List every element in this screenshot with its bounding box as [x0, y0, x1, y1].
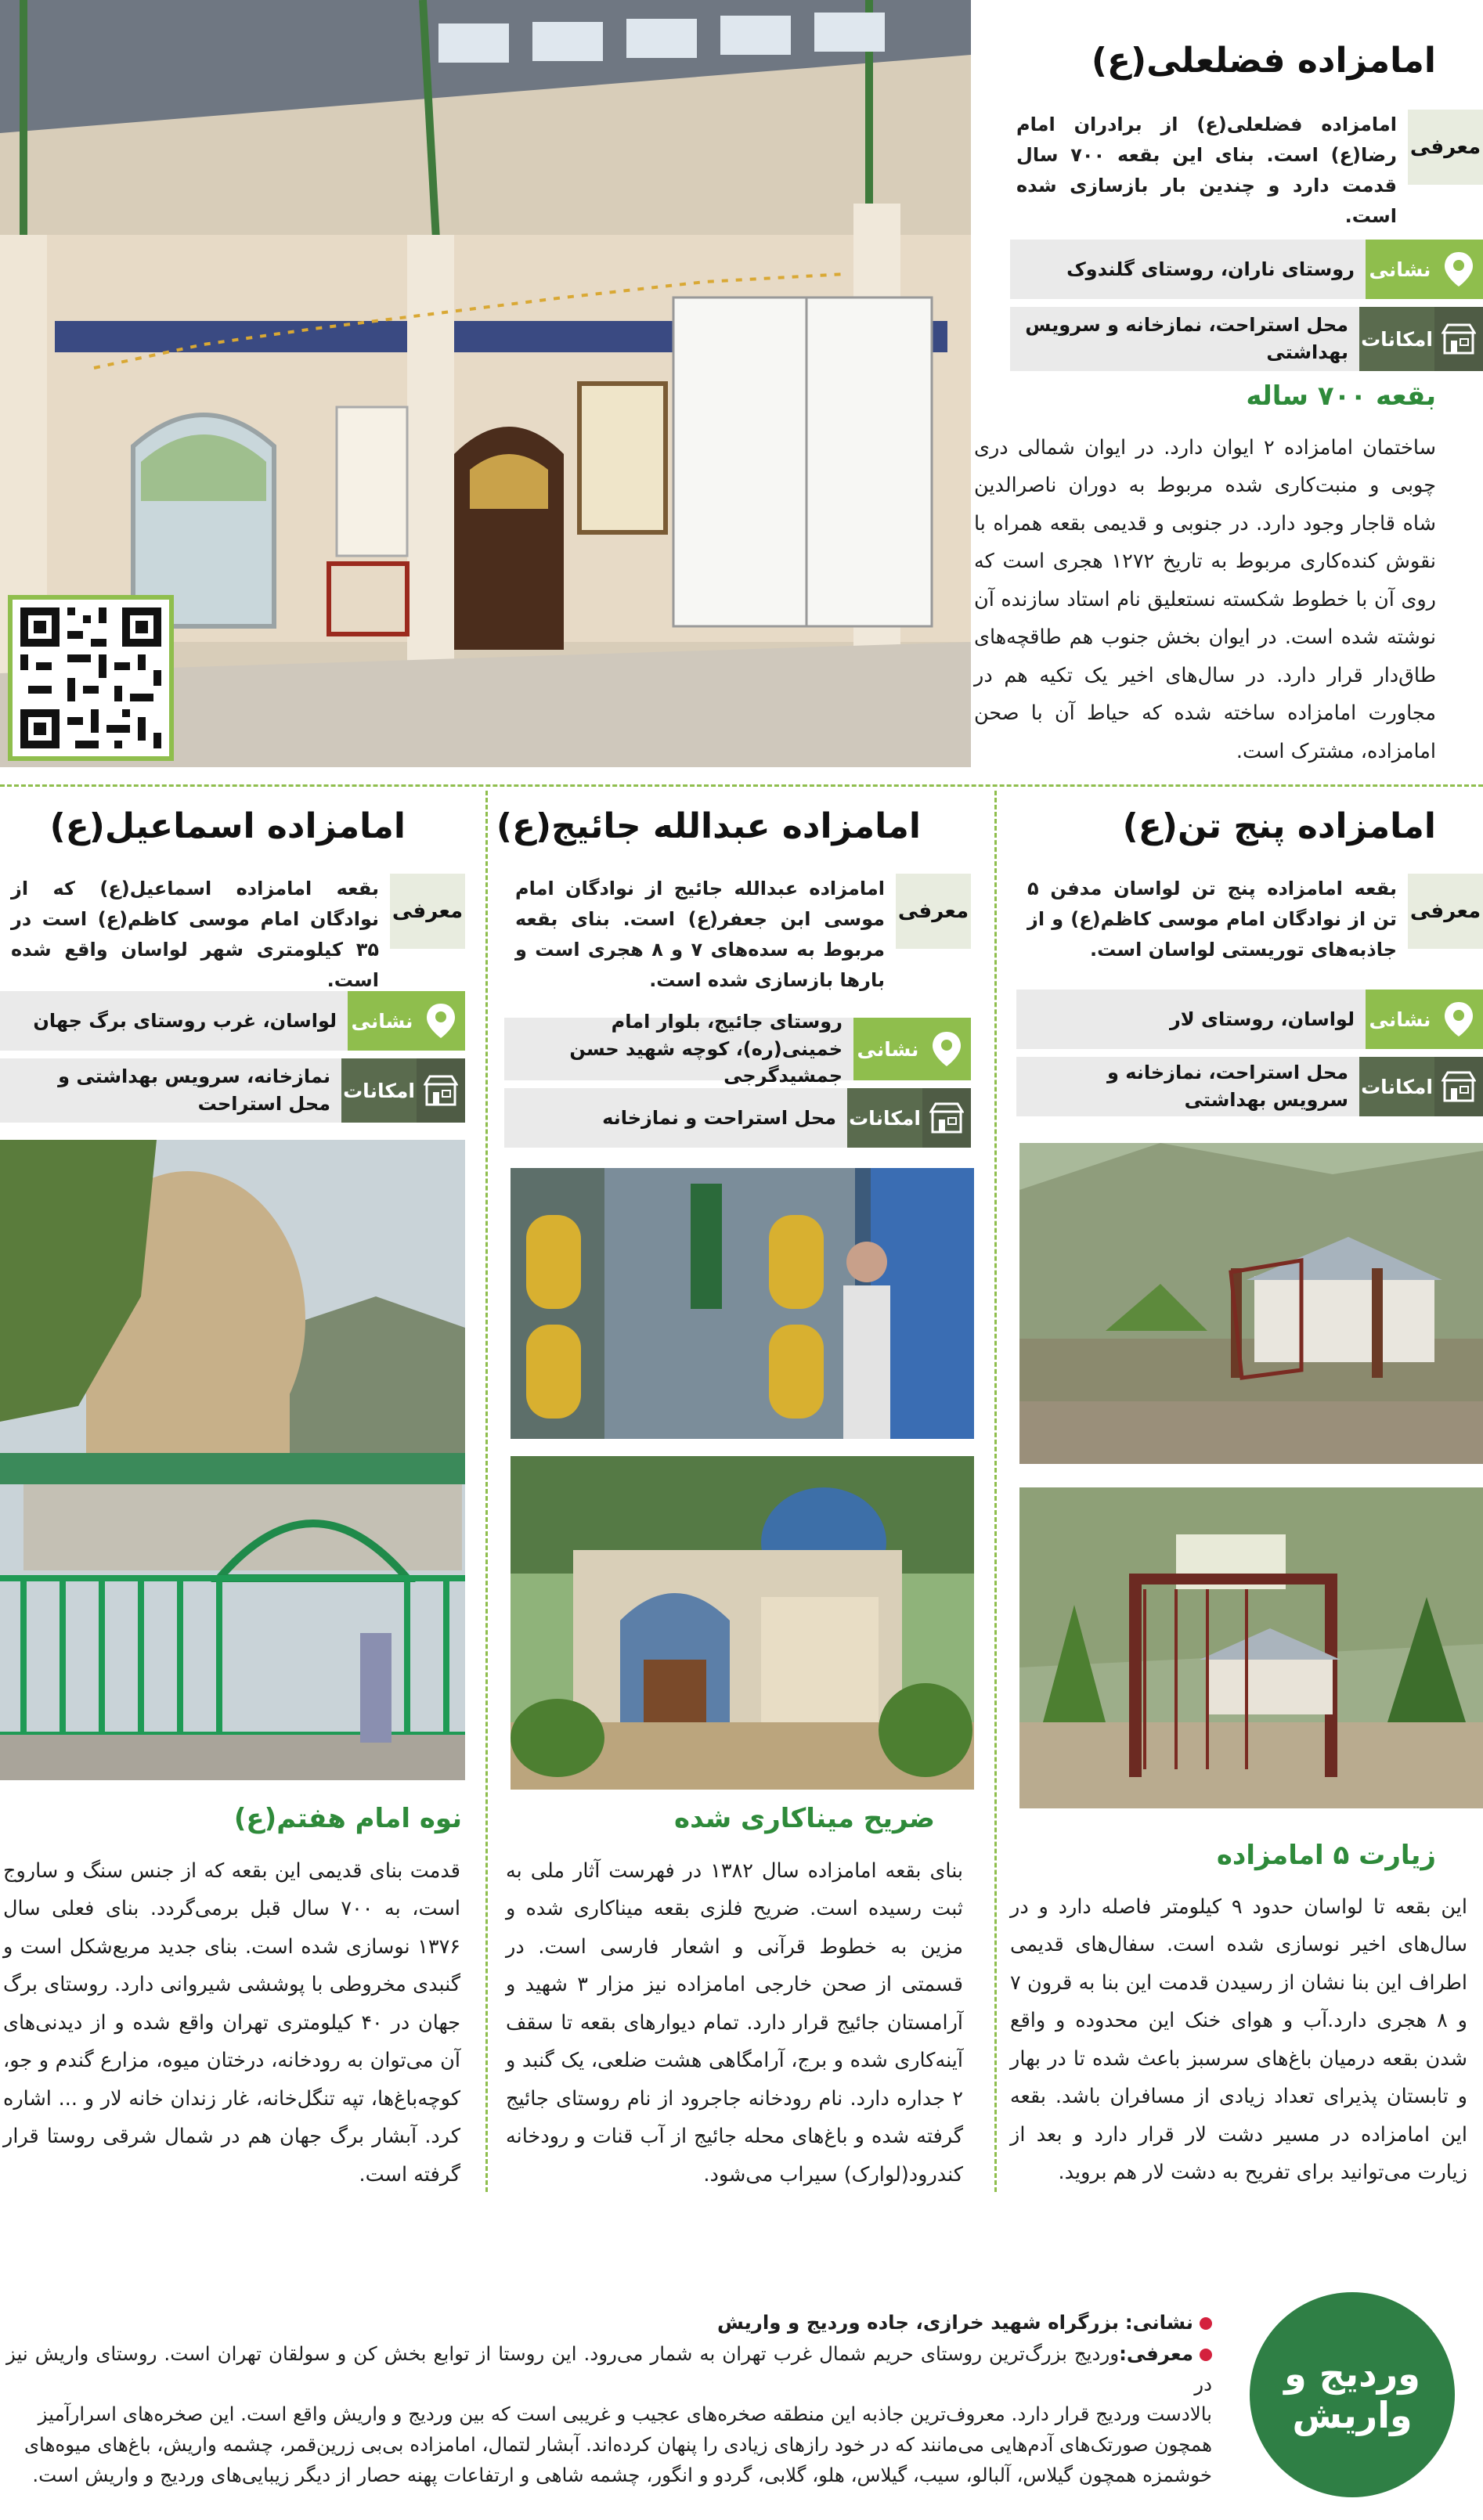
verdij-intro-line-2: بالادست وردیج قرار دارد. معروف‌ترین جاذبه این منطقه صخره‌های عجیب و غریبی است که بین وردیج و واریش واقع است. این صخره‌های اسرارآمیز	[38, 2403, 1212, 2426]
column-divider	[485, 791, 488, 2192]
esmaeil-facilities-text: نمازخانه، سرویس بهداشتی و محل استراحت	[0, 1058, 341, 1123]
location-pin-icon	[1434, 240, 1483, 299]
esmaeil-subhead: نوه امام هفتم(ع)	[233, 1803, 462, 1834]
location-pin-icon	[417, 991, 465, 1051]
badge-line-2: واریش	[1292, 2394, 1413, 2436]
jaeij-title: امامزاده عبدالله جائیج(ع)	[496, 806, 921, 846]
esmaeil-facilities-row	[0, 1058, 465, 1123]
facilities-label: امکانات	[847, 1088, 922, 1148]
facilities-label: امکانات	[1359, 307, 1434, 371]
jaeij-address-row	[504, 1010, 971, 1087]
jaeij-intro-text: امامزاده عبدالله جائیج از نوادگان امام موسی ابن جعفر(ع) است. بنای بقعه مربوط به سده‌های ۷ و ۸ هجری است و بارها بازسازی شده است.	[515, 878, 885, 991]
panjtan-subhead: زیارت ۵ امامزاده	[1216, 1840, 1436, 1871]
address-label: نشانی	[348, 991, 417, 1051]
esmaeil-intro-text: بقعه امامزاده اسماعیل(ع) که از نوادگان امام موسی کاظم(ع) است در ۳۵ کیلومتری شهر لواسان واقع شده است.	[11, 878, 379, 991]
intro-tag: معرفی	[390, 874, 465, 949]
facilities-label: امکانات	[1359, 1057, 1434, 1116]
fazlali-body: ساختمان امامزاده ۲ ایوان دارد. در ایوان شمالی دری چوبی و منبت‌کاری شده مربوط به دوران ناصرالدین شاه قاجار وجود دارد. در جنوبی و قدیمی بقعه همراه با نقوش کنده‌کاری مربوط به تاریخ ۱۲۷۲ هجری است که روی آن با خطوط شکسته نستعلیق نام استاد سازنده آن نوشته شده است. در ایوان بخش جنوب هم طاقچه‌های طاق‌دار قرار دارد. در سال‌های اخیر یک تکیه هم در مجاورت امامزاده ساخته شده که حیاط آن با صحن امامزاده، مشترک است.	[974, 436, 1436, 763]
fazlali-title: امامزاده فضلعلی(ع)	[1091, 41, 1436, 81]
fazlali-facilities-text: محل استراحت، نمازخانه و سرویس بهداشتی	[1010, 307, 1359, 371]
esmaeil-address-row	[0, 991, 465, 1051]
verdij-intro-line-3: همچون صورتک‌های آدم‌هایی می‌مانند که در خود رازهای زیادی را پنهان کرده‌اند. آبشار لتمال، امامزاده بی‌بی زرین‌قمر، چشمه واریش، باغ‌های میوه‌های	[23, 2433, 1212, 2457]
fazlali-intro-text: امامزاده فضلعلی(ع) از برادران امام رضا(ع) است. بنای این بقعه ۷۰۰ سال قدمت دارد و چندین بار بازسازی شده است.	[1016, 114, 1397, 227]
verdij-address-line	[6, 2308, 1212, 2338]
panjtan-facilities-text: محل استراحت، نمازخانه و سرویس بهداشتی	[1016, 1057, 1359, 1116]
address-label: نشانی	[1366, 240, 1434, 299]
esmaeil-shrine-photo	[0, 1140, 465, 1780]
location-pin-icon	[1434, 990, 1483, 1049]
esmaeil-address-text: لواسان، غرب روستای برگ جهان	[0, 991, 348, 1051]
panjtan-title: امامزاده پنج تن(ع)	[1122, 806, 1436, 846]
bullet-icon	[1200, 2317, 1212, 2330]
bullet-icon	[1200, 2349, 1212, 2361]
jaeij-body: بنای بقعه امامزاده سال ۱۳۸۲ در فهرست آثار ملی به ثبت رسیده است. ضریح فلزی بقعه میناکاری شده و مزین به خطوط قرآنی و اشعار فارسی است. در قسمتی از صحن خارجی امامزاده نیز مزار ۳ شهید و آرامستان جائیج قرار دارد. تمام دیوارهای بقعه تا سقف آینه‌کاری شده و برج، آرامگاهی هشت ضلعی، یک گنبد و ۲ جداره دارد. نام رودخانه جاجرود از نام روستای جائیج گرفته شده و باغ‌های محله جائیج از آب قنات و رودخانه کندرود(لوارک) سیراب می‌شود.	[506, 1859, 963, 2187]
jaeij-facilities-text: محل استراحت و نمازخانه	[504, 1088, 847, 1148]
intro-inline-label: معرفی:	[1119, 2342, 1193, 2365]
intro-tag: معرفی	[1408, 110, 1483, 185]
badge-line-1: وردیج و	[1284, 2352, 1420, 2396]
panjtan-facilities-row	[1016, 1057, 1483, 1116]
fazlali-subhead: بقعه ۷۰۰ ساله	[1246, 380, 1436, 412]
esmaeil-body: قدمت بنای قدیمی این بقعه که از جنس سنگ و ساروج است، به ۷۰۰ سال قبل برمی‌گردد. بنای فعلی سال ۱۳۷۶ نوسازی شده است. بنای جدید مربع‌شکل است و گنبدی مخروطی با پوششی شیروانی دارد. روستای برگ جهان در ۴۰ کیلومتری تهران واقع شده و از دیدنی‌های آن می‌توان به رودخانه، درختان میوه، مزارع گندم و جو، کوچه‌باغ‌ها، تپه تنگل‌خانه، غار زندان خانه لار و ... اشاره کرد. آبشار برگ جهان هم در شمال شرقی روستا قرار گرفته است.	[3, 1859, 461, 2187]
fazlali-address-text: روستای ناران، روستای گلندوک	[1010, 240, 1366, 299]
section-divider	[0, 784, 1483, 787]
jaeij-subhead: ضریح میناکاری شده	[674, 1803, 935, 1834]
shop-icon	[1434, 1057, 1483, 1116]
shop-icon	[1434, 307, 1483, 371]
jaeij-intro	[504, 874, 971, 996]
address-label: نشانی	[1366, 990, 1434, 1049]
intro-line-text: وردیج بزرگ‌ترین روستای حریم شمال غرب تهران به شمار می‌رود. این روستا از توابع بخش کن و سولقان تهران است. روستای واریش نیز در	[6, 2342, 1212, 2396]
panjtan-intro-text: بقعه امامزاده پنج تن لواسان مدفن ۵ تن از نوادگان امام موسی کاظم(ع) و از جاذبه‌های توریستی لواسان است.	[1027, 878, 1397, 961]
panjtan-photo-2	[1019, 1487, 1483, 1808]
verdij-varish-badge	[1250, 2292, 1455, 2497]
intro-tag: معرفی	[1408, 874, 1483, 949]
fazlali-facilities-row	[1010, 307, 1483, 371]
fazlali-intro	[1005, 110, 1483, 232]
shop-icon	[417, 1058, 465, 1123]
intro-tag: معرفی	[896, 874, 971, 949]
verdij-intro-line-4: خوشمزه همچون گیلاس، آلبالو، سیب، گیلاس، هلو، گلابی، گردو و انگور، چشمه شاهی و ارتفاعات پهنه حصار از دیگر زیبایی‌های وردیج و واریش است.	[32, 2463, 1212, 2486]
panjtan-body: این بقعه تا لواسان حدود ۹ کیلومتر فاصله دارد و در سال‌های اخیر نوسازی شده است. سفال‌های قدیمی اطراف این بنا نشان از رسیدن قدمت این بنا به قرون ۷ و ۸ هجری دارد.آب و هوای خنک این محدوده و واقع شدن بقعه درمیان باغ‌های سرسبز باعث شده تا در بهار و تابستان پذیرای تعداد زیادی از مسافران باشد. بقعه این امامزاده در مسیر دشت لار قرار دارد و بعد از زیارت می‌توانید برای تفریح به دشت لار هم بروید.	[1010, 1895, 1467, 2185]
esmaeil-title: امامزاده اسماعیل(ع)	[49, 806, 406, 846]
jaeij-address-text: روستای جائیج، بلوار امام خمینی(ره)، کوچه شهید حسن جمشیدگرجی	[504, 1018, 853, 1080]
shop-icon	[922, 1088, 971, 1148]
verdij-intro-line-1	[6, 2339, 1212, 2399]
jaeij-shrine-exterior-photo	[511, 1456, 974, 1790]
panjtan-address-text: لواسان، روستای لار	[1016, 990, 1366, 1049]
verdij-address-text: بزرگراه شهید خرازی، جاده وردیج و واریش	[716, 2311, 1120, 2334]
jaeij-shrine-interior-photo	[511, 1168, 974, 1439]
qr-code[interactable]	[8, 595, 174, 761]
verdij-intro-block	[6, 2339, 1212, 2491]
panjtan-address-row	[1016, 990, 1483, 1049]
address-inline-label: نشانی:	[1124, 2311, 1193, 2334]
panjtan-intro	[1016, 874, 1483, 965]
facilities-label: امکانات	[341, 1058, 417, 1123]
qr-code-icon	[13, 600, 169, 756]
panjtan-photo-1	[1019, 1143, 1483, 1464]
column-divider	[994, 791, 997, 2192]
fazlali-address-row	[1010, 240, 1483, 299]
address-label: نشانی	[853, 1018, 922, 1080]
jaeij-facilities-row	[504, 1088, 971, 1148]
location-pin-icon	[922, 1018, 971, 1080]
esmaeil-intro	[0, 874, 465, 996]
